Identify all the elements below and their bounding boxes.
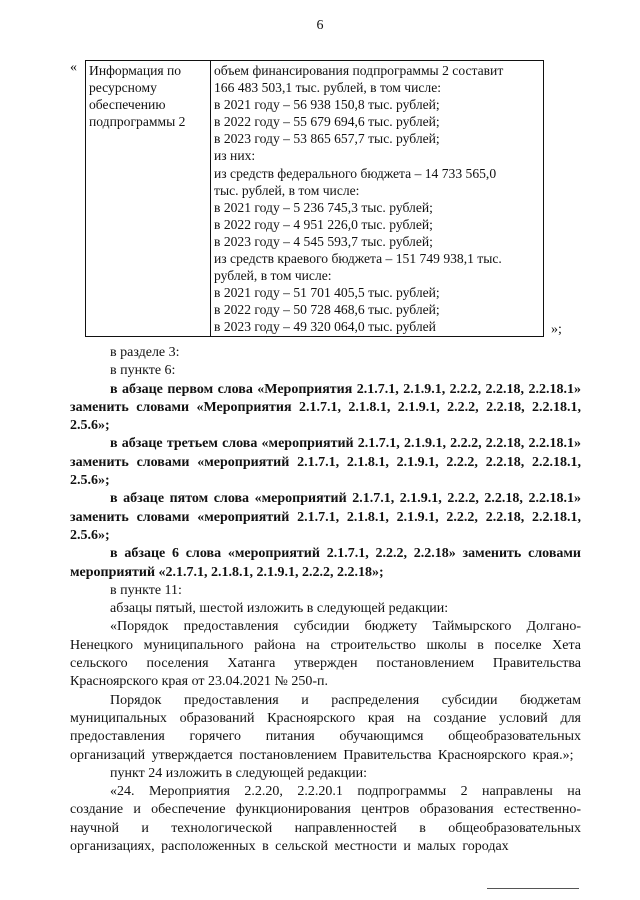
amendment-text xyxy=(70,344,581,856)
paragraph: в пункте 6: xyxy=(110,363,176,379)
paragraph: в абзаце первом слова «Мероприятия 2.1.7.1, 2.1.9.1, 2.2.2, 2.2.18, 2.2.18.1» заменить словами «Мероприятия 2.1.7.1, 2.1.8.1, 2.1.9.1, 2.2.2, 2.2.18, 2.2.18.1, 2.5.6»; xyxy=(70,381,581,434)
content-line: в 2022 году – 55 679 694,6 тыс. рублей; xyxy=(214,114,440,130)
paragraph: в абзаце третьем слова «мероприятий 2.1.7.1, 2.1.9.1, 2.2.2, 2.2.18, 2.2.18.1» заменить словами «мероприятий 2.1.7.1, 2.1.8.1, 2.1.9.1, 2.2.2, 2.2.18, 2.2.18.1, 2.5.6»; xyxy=(70,436,581,489)
content-line: в 2023 году – 4 545 593,7 тыс. рублей; xyxy=(214,233,433,249)
content-line: тыс. рублей, в том числе: xyxy=(214,182,360,198)
table-label-cell: Информация по ресурсному обеспечению подпрограммы 2 xyxy=(86,61,211,337)
paragraph: в пункте 11: xyxy=(110,582,182,598)
resource-table xyxy=(85,60,544,337)
content-line: в 2021 году – 51 701 405,5 тыс. рублей; xyxy=(214,285,440,301)
footer-rule xyxy=(487,888,579,889)
table-open-quote: « xyxy=(70,60,77,75)
content-line: из них: xyxy=(214,148,256,164)
paragraph: Порядок предоставления и распределения субсидии бюджетам муниципальных образований Красноярского края на создание условий для предоставления горячего питания обучающимся общеобразовательных организаций утверждается постановлением Правительства Красноярского края.»; xyxy=(70,692,581,763)
table-row xyxy=(86,61,544,337)
paragraph: в абзаце 6 слова «мероприятий 2.1.7.1, 2.2.2, 2.2.18» заменить словами мероприятий «2.1.7.1, 2.1.8.1, 2.1.9.1, 2.2.2, 2.2.18»; xyxy=(70,546,581,580)
content-line: в 2021 году – 56 938 150,8 тыс. рублей; xyxy=(214,97,440,113)
page-number: 6 xyxy=(316,18,324,33)
content-line: из средств краевого бюджета – 151 749 938,1 тыс. xyxy=(214,251,502,267)
content-line: 166 483 503,1 тыс. рублей, в том числе: xyxy=(214,80,442,96)
paragraph: в разделе 3: xyxy=(110,345,180,360)
content-line: рублей, в том числе: xyxy=(214,268,332,284)
table-close-quote: »; xyxy=(551,322,562,337)
content-line: в 2023 году – 49 320 064,0 тыс. рублей xyxy=(214,319,436,335)
content-line: в 2022 году – 4 951 226,0 тыс. рублей; xyxy=(214,216,433,232)
paragraph: «Порядок предоставления субсидии бюджету Таймырского Долгано-Ненецкого муниципального района на строительство школы в поселке Хета сельского поселения Хатанга утвержден постановлением Правительства Красноярского края от 23.04.2021 № 250-п. xyxy=(70,619,581,690)
table-content-cell xyxy=(211,61,544,337)
paragraph: «24. Мероприятия 2.2.20, 2.2.20.1 подпрограммы 2 направлены на создание и обеспечение функционирования центров образования естественно-научной и технологической направленностей в общеобразовательных организациях, расположенных в сельской местности и малых городах xyxy=(70,784,581,855)
content-line: из средств федерального бюджета – 14 733 565,0 xyxy=(214,165,497,181)
content-line: в 2023 году – 53 865 657,7 тыс. рублей; xyxy=(214,131,440,147)
content-line: объем финансирования подпрограммы 2 составит xyxy=(214,63,504,78)
content-line: в 2022 году – 50 728 468,6 тыс. рублей; xyxy=(214,302,440,318)
paragraph: пункт 24 изложить в следующей редакции: xyxy=(110,765,367,781)
content-line: в 2021 году – 5 236 745,3 тыс. рублей; xyxy=(214,199,433,215)
paragraph: абзацы пятый, шестой изложить в следующей редакции: xyxy=(110,601,449,617)
paragraph: в абзаце пятом слова «мероприятий 2.1.7.1, 2.1.9.1, 2.2.2, 2.2.18, 2.2.18.1» заменить словами «мероприятий 2.1.7.1, 2.1.8.1, 2.1.9.1, 2.2.2, 2.2.18, 2.2.18.1, 2.5.6»; xyxy=(70,491,581,543)
